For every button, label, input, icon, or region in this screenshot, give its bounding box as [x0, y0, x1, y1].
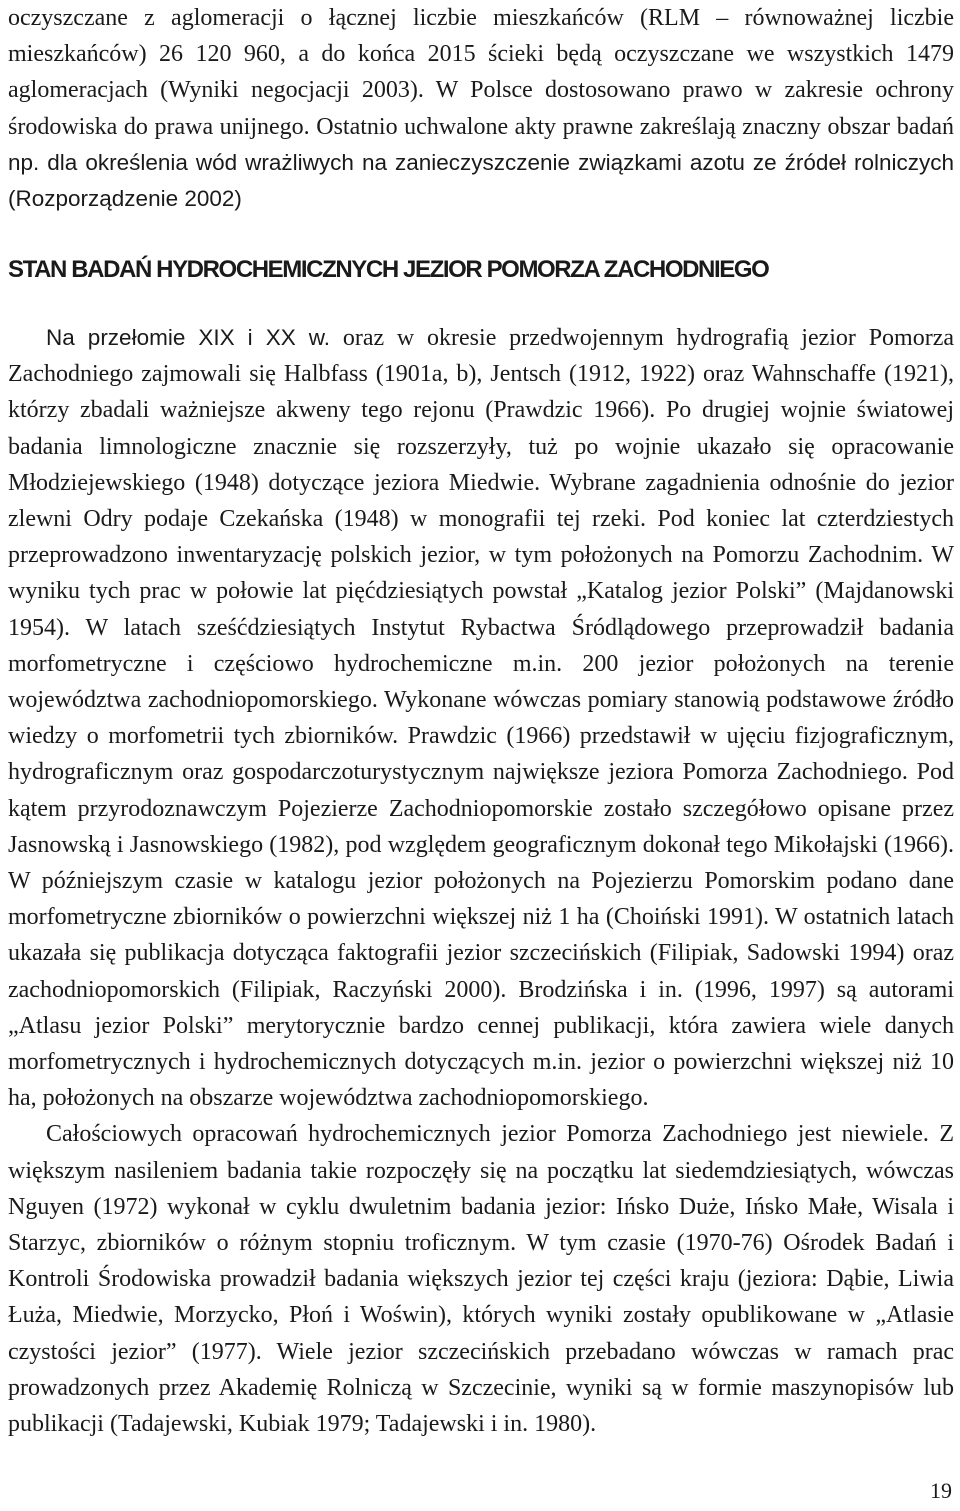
- paragraph-1-lead: Na przełomie XIX i XX w.: [46, 325, 331, 350]
- intro-text-part-1: oczyszczane z aglomeracji o łącznej liczbie mieszkańców (RLM – równoważnej liczbie mieszkańców) 26 120 960, a do końca 2015 ścieki będą oczyszczane we wszystkich 1479 aglomeracjach (Wyniki negocjacji 2003). W Polsce dostosowano prawo w zakresie ochrony środowiska do prawa unijnego. Ostatnio uchwalone akty prawne zakreślają znaczny obszar badań: [8, 5, 954, 140]
- intro-text: [8, 0, 954, 217]
- intro-text-part-2: np. dla określenia wód wrażliwych na zanieczyszczenie związkami azotu ze źródeł rolniczych (Rozporządzenie 2002): [8, 149, 954, 212]
- page-number: 19: [930, 1478, 952, 1503]
- body-paragraph-1: [8, 320, 954, 1116]
- intro-paragraph: [8, 0, 954, 217]
- paragraph-1-text: oraz w okresie przedwojennym hydrografią jezior Pomorza Zachodniego zajmowali się Halbfass (1901a, b), Jentsch (1912, 1922) oraz Wahnschaffe (1921), którzy zbadali ważniejsze akweny tego rejonu (Prawdzic 1966). Po drugiej wojnie światowej badania limnologiczne znacznie się rozszerzyły, tuż po wojnie ukazało się opracowanie Młodziejewskiego (1948) dotyczące jeziora Miedwie. Wybrane zagadnienia odnośnie do jezior zlewni Odry podaje Czekańska (1948) w monografii tej rzeki. Pod koniec lat czterdziestych przeprowadzono inwentaryzację polskich jezior, w tym położonych na Pomorzu Zachodnim. W wyniku tych prac w połowie lat pięćdziesiątych powstał „Katalog jezior Polski” (Majdanowski 1954). W latach sześćdziesiątych Instytut Rybactwa Śródlądowego przeprowadził badania morfometryczne i częściowo hydrochemiczne m.in. 200 jezior położonych na terenie województwa zachodniopomorskiego. Wykonane wówczas pomiary stanowią podstawowe źródło wiedzy o morfometrii tych zbiorników. Prawdzic (1966) przedstawił w ujęciu fizjograficznym, hydrograficznym oraz gospodarczoturystycznym największe jeziora Pomorza Zachodniego. Pod kątem przyrodoznawczym Pojezierze Zachodniopomorskie zostało szczegółowo opisane przez Jasnowską i Jasnowskiego (1982), pod względem geograficznym dokonał tego Mikołajski (1966). W późniejszym czasie w katalogu jezior położonych na Pojezierzu Pomorskim podano dane morfometryczne zbiorników o powierzchni większej niż 1 ha (Choiński 1991). W ostatnich latach ukazała się publikacja dotycząca faktografii jezior szczecińskich (Filipiak, Sadowski 1994) oraz zachodniopomorskich (Filipiak, Raczyński 2000). Brodzińska i in. (1996, 1997) są autorami „Atlasu jezior Polski” merytorycznie bardzo cennej publikacji, która zawiera wiele danych morfometrycznych i hydrochemicznych dotyczących m.in. jezior o powierzchni większej niż 10 ha, położonych na obszarze województwa zachodniopomorskiego.: [8, 325, 955, 1112]
- section-heading: STAN BADAŃ HYDROCHEMICZNYCH JEZIOR POMORZA ZACHODNIEGO: [8, 256, 769, 283]
- section-body: [8, 320, 954, 1442]
- body-paragraph-2: Całościowych opracowań hydrochemicznych jezior Pomorza Zachodniego jest niewiele. Z większym nasileniem badania takie rozpoczęły się na początku lat siedemdziesiątych, wówczas Nguyen (1972) wykonał w cyklu dwuletnim badania jezior: Ińsko Duże, Ińsko Małe, Wisala i Starzyc, zbiorników o różnym stopniu troficznym. W tym czasie (1970-76) Ośrodek Badań i Kontroli Środowiska prowadził badania większych jezior tej części kraju (jeziora: Dąbie, Liwia Łuża, Miedwie, Morzycko, Płoń i Woświn), których wyniki zostały opublikowane w „Atlasie czystości jezior” (1977). Wiele jezior szczecińskich przebadano wówczas w ramach prac prowadzonych przez Akademię Rolniczą w Szczecinie, wyniki są w formie maszynopisów lub publikacji (Tadajewski, Kubiak 1979; Tadajewski i in. 1980).: [8, 1121, 954, 1438]
